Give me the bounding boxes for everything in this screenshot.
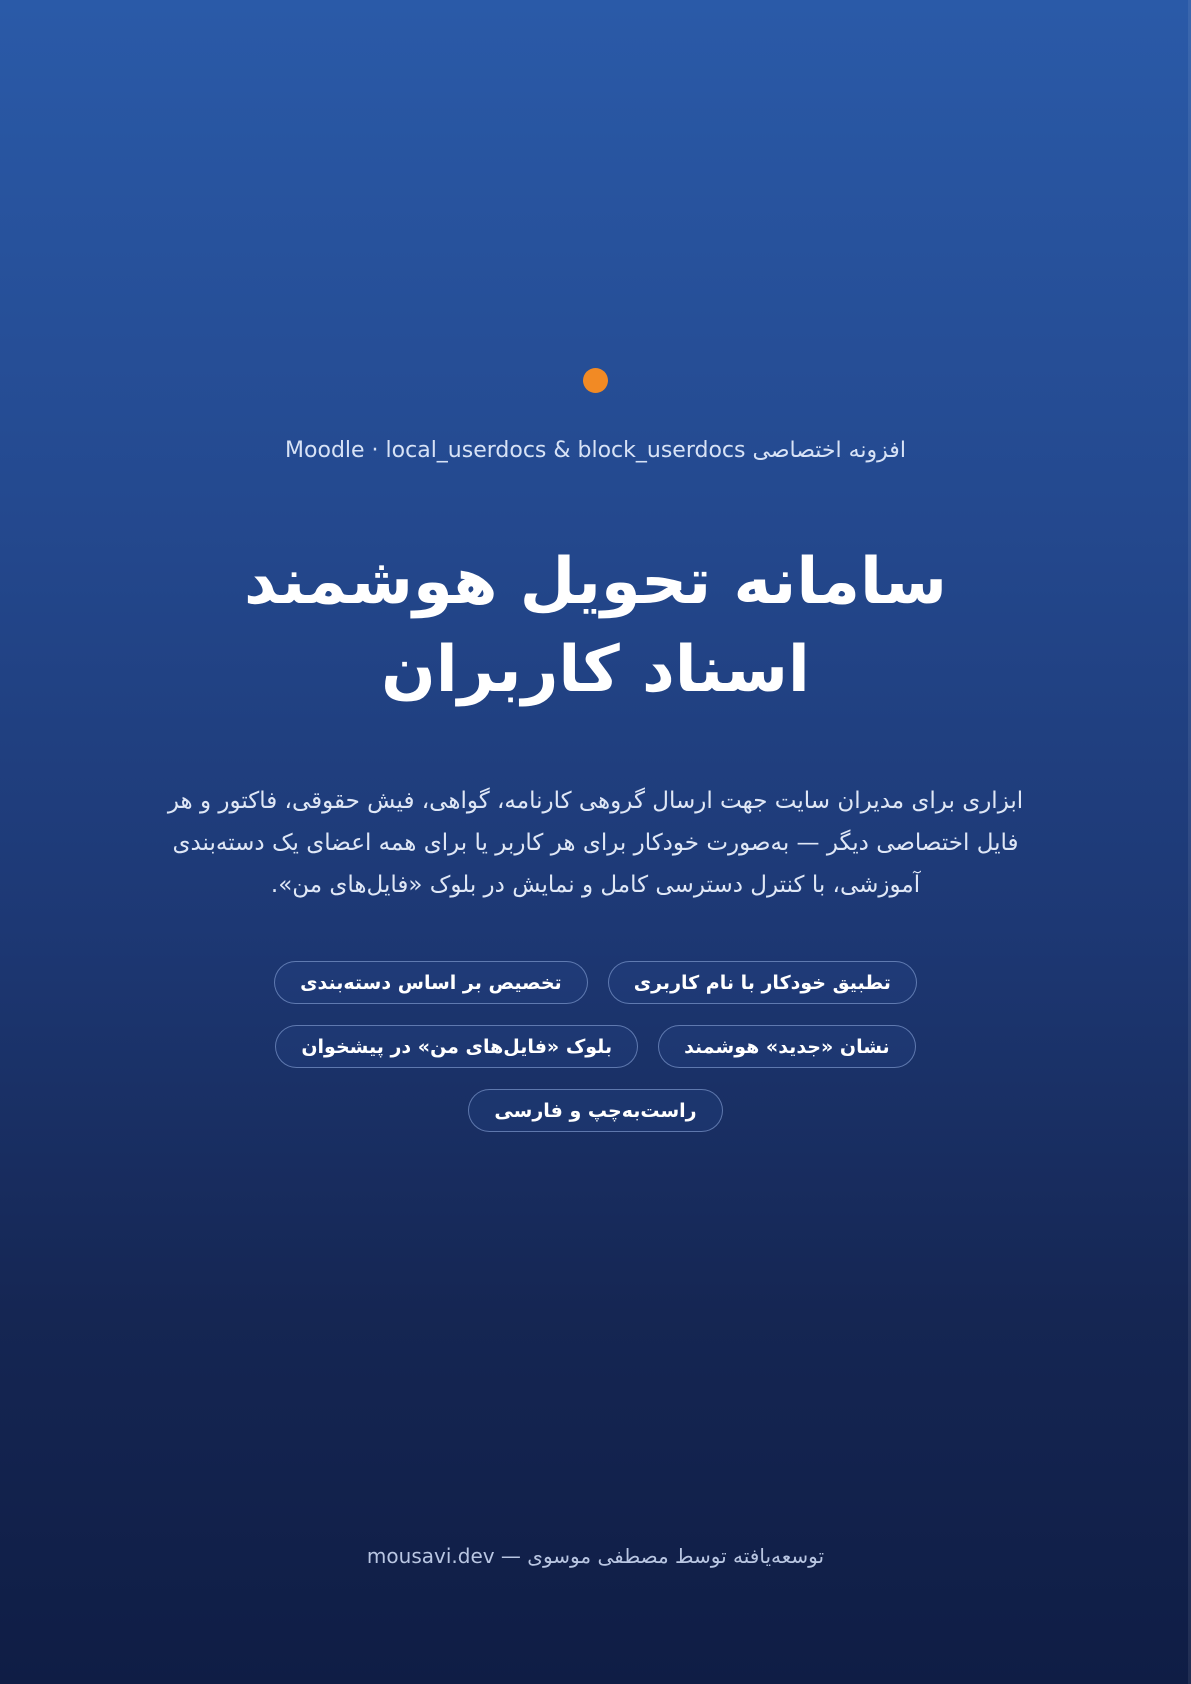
- feature-row-3: [0, 1089, 1191, 1132]
- hero-description: [120, 780, 1071, 906]
- title-line-2: اسناد کاربران: [381, 633, 810, 707]
- feature-chip-username-match: تطبیق خودکار با نام کاربری: [608, 961, 917, 1004]
- feature-row-2: [0, 1025, 1191, 1068]
- feature-chip-rtl-persian: راست‌به‌چپ و فارسی: [468, 1089, 722, 1132]
- description-line-1: ابزاری برای مدیران سایت جهت ارسال گروهی کارنامه، گواهی، فیش حقوقی، فاکتور و هر: [167, 788, 1024, 814]
- description-line-2: فایل اختصاصی دیگر — به‌صورت خودکار برای هر کاربر یا برای همه اعضای یک دسته‌بندی: [172, 830, 1019, 856]
- description-line-3: آموزشی، با کنترل دسترسی کامل و نمایش در بلوک «فایل‌های من».: [270, 872, 921, 898]
- title-line-1: سامانه تحویل هوشمند: [244, 545, 947, 619]
- footer-credit: توسعه‌یافته توسط مصطفی موسوی — mousavi.dev: [366, 1544, 825, 1568]
- accent-dot-icon: [583, 368, 608, 393]
- feature-chip-category-assign: تخصیص بر اساس دسته‌بندی: [274, 961, 588, 1004]
- plugin-subtitle: Moodle · local_userdocs & block_userdocs افزونه اختصاصی: [285, 438, 906, 463]
- page-title: [0, 538, 1191, 714]
- feature-chip-new-badge: نشان «جدید» هوشمند: [658, 1025, 916, 1068]
- feature-chip-my-files-block: بلوک «فایل‌های من» در پیشخوان: [275, 1025, 638, 1068]
- feature-row-1: [0, 961, 1191, 1004]
